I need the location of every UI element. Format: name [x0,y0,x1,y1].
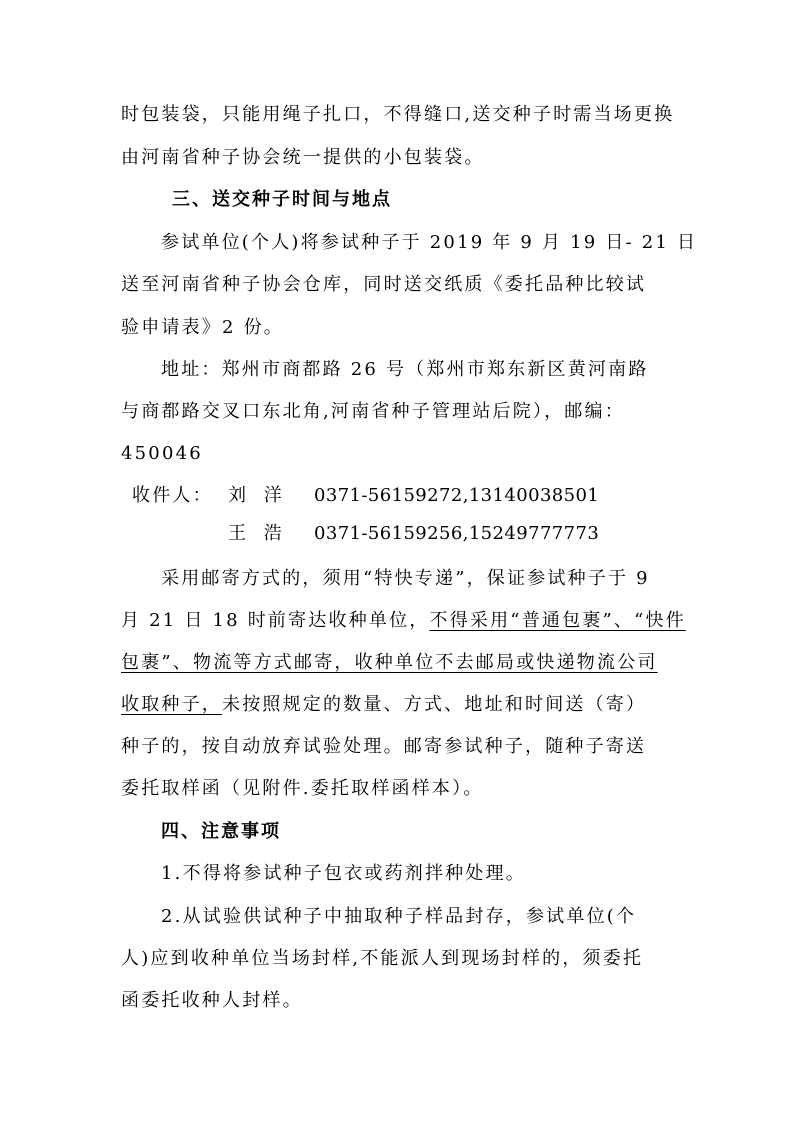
underlined-text: 收取种子， [121,694,222,715]
list-item: 1.不得将参试种子包衣或药剂拌种处理。 [161,863,526,884]
section-heading-3: 三、送交种子时间与地点 [172,189,392,210]
underlined-line: 包裹”、物流等方式邮寄，收种单位不去邮局或快递物流公司 [121,652,658,673]
paragraph-line [121,694,646,716]
paragraph-line: 函委托收种人封样。 [121,990,303,1011]
text-span: 月 21 日 18 时前寄达收种单位， [121,610,430,631]
recipient-name: 刘 洋 [228,485,288,506]
address-line: 地址：郑州市商都路 26 号（郑州市郑东新区黄河南路 [161,359,649,380]
recipient-name: 王 浩 [228,523,288,544]
paragraph-line: 验申请表》2 份。 [121,317,284,338]
postal-code: 450046 [121,443,203,464]
paragraph-line: 委托取样函（见附件.委托取样函样本）。 [121,778,484,799]
paragraph-line: 采用邮寄方式的，须用“特快专递”，保证参试种子于 9 [161,568,650,589]
text-span: 未按照规定的数量、方式、地址和时间送（寄） [222,694,647,715]
paragraph-line: 送至河南省种子协会仓库，同时送交纸质《委托品种比较试 [121,274,647,295]
paragraph-line: 参试单位(个人)将参试种子于 2019 年 9 月 19 日- 21 日 [161,232,698,253]
recipient-phone: 0371-56159256,15249777773 [314,523,600,544]
paragraph-line: 种子的，按自动放弃试验处理。邮寄参试种子，随种子寄送 [121,736,647,757]
address-line: 与商都路交叉口东北角,河南省种子管理站后院），邮编： [121,401,625,422]
recipient-label: 收件人： [132,485,213,506]
paragraph-line: 时包装袋，只能用绳子扎口，不得缝口,送交种子时需当场更换 [121,104,675,125]
section-heading-4: 四、注意事项 [161,821,281,842]
paragraph-line [121,610,686,632]
recipient-phone: 0371-56159272,13140038501 [314,485,600,506]
underlined-text: 不得采用“普通包裹”、“快件 [429,610,686,631]
paragraph-line: 由河南省种子协会统一提供的小包装袋。 [121,147,485,168]
paragraph-line: 人)应到收种单位当场封样,不能派人到现场封样的，须委托 [121,948,644,969]
list-item: 2.从试验供试种子中抽取种子样品封存，参试单位(个 [161,906,637,927]
